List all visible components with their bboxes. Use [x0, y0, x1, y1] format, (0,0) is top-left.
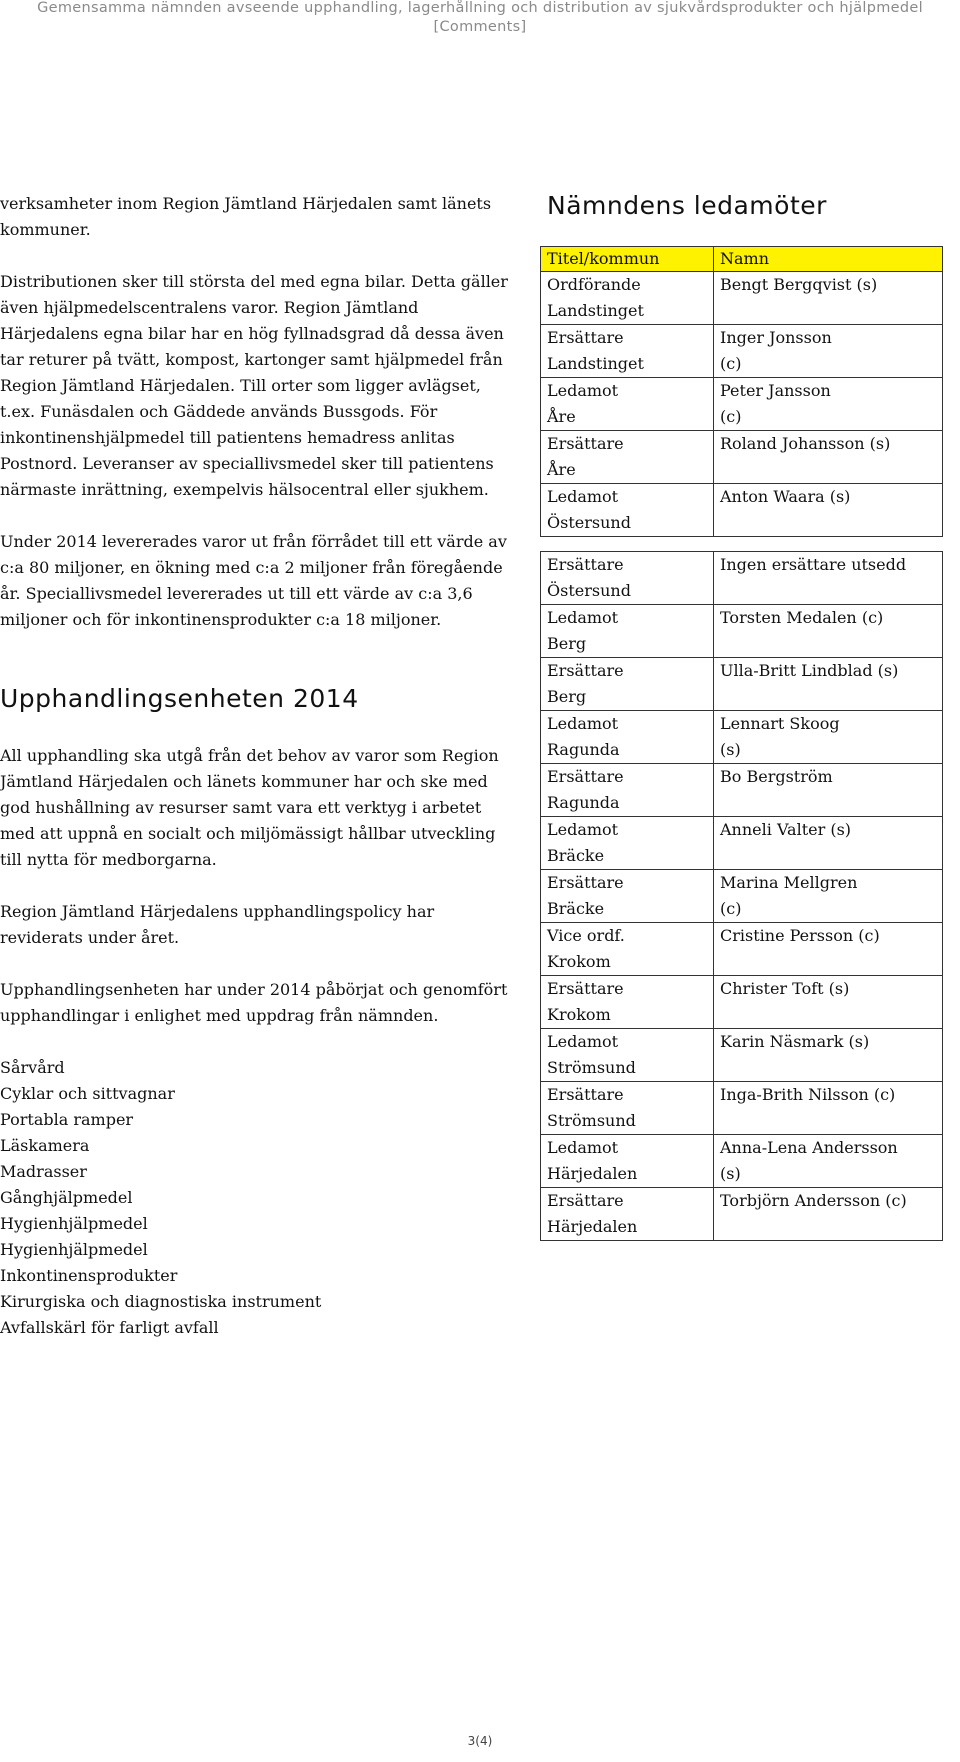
- member-title-cell: [541, 605, 714, 658]
- member-name-cell: [714, 764, 943, 817]
- member-municipality: Berg: [547, 634, 587, 653]
- member-title: Ersättare: [547, 555, 624, 574]
- member-name: Anton Waara (s): [720, 487, 851, 506]
- member-name-cell: [714, 923, 943, 976]
- left-column: [0, 191, 520, 1341]
- paragraph-policy: Region Jämtland Härjedalens upphandlingspolicy har reviderats under året.: [0, 902, 435, 947]
- table-row: [541, 272, 943, 325]
- document-header-comments: [Comments]: [433, 19, 527, 35]
- list-item: Hygienhjälpmedel: [0, 1214, 148, 1233]
- member-title-cell: [541, 817, 714, 870]
- member-name-cell: [714, 325, 943, 378]
- member-municipality: Åre: [547, 407, 576, 426]
- member-title-cell: [541, 764, 714, 817]
- member-name-cell: [714, 1029, 943, 1082]
- member-title-cell: [541, 552, 714, 605]
- table-row: [541, 976, 943, 1029]
- list-item: Gånghjälpmedel: [0, 1188, 133, 1207]
- table-header-row: [541, 247, 943, 272]
- member-municipality: Berg: [547, 687, 587, 706]
- member-party: [720, 457, 936, 483]
- list-item: Läskamera: [0, 1136, 90, 1155]
- member-name: Peter Jansson: [720, 381, 831, 400]
- member-party: [720, 790, 936, 816]
- member-name-cell: [714, 658, 943, 711]
- member-name-cell: [714, 605, 943, 658]
- paragraph-genomfort: Upphandlingsenheten har under 2014 påbörjat och genomfört upphandlingar i enlighet med uppdrag från nämnden.: [0, 980, 508, 1025]
- member-municipality: Härjedalen: [547, 1217, 638, 1236]
- member-municipality: Bräcke: [547, 846, 605, 865]
- list-item: Inkontinensprodukter: [0, 1266, 178, 1285]
- member-municipality: Landstinget: [547, 354, 644, 373]
- member-name: Ingen ersättare utsedd: [720, 555, 907, 574]
- document-header-title: Gemensamma nämnden avseende upphandling, lagerhållning och distribution av sjukvårdsprodukter och hjälpmedel: [37, 0, 923, 16]
- member-title: Ersättare: [547, 979, 624, 998]
- section-heading-upphandlingsenheten: Upphandlingsenheten 2014: [0, 684, 359, 713]
- member-party: [720, 298, 936, 324]
- section-heading-ledamoter: Nämndens ledamöter: [547, 191, 827, 220]
- procurement-list: [0, 1055, 520, 1341]
- member-name-cell: [714, 976, 943, 1029]
- member-title-cell: [541, 484, 714, 537]
- list-item: Cyklar och sittvagnar: [0, 1084, 175, 1103]
- member-title: Ledamot: [547, 608, 619, 627]
- member-title: Ledamot: [547, 381, 619, 400]
- list-item: Avfallskärl för farligt avfall: [0, 1318, 219, 1337]
- member-party: [720, 843, 936, 869]
- member-party: [720, 949, 936, 975]
- list-item: Kirurgiska och diagnostiska instrument: [0, 1292, 322, 1311]
- list-item: Portabla ramper: [0, 1110, 134, 1129]
- member-title-cell: [541, 976, 714, 1029]
- table-row: [541, 1188, 943, 1241]
- column-header-titel: Titel/kommun: [541, 247, 714, 272]
- member-name: Bo Bergström: [720, 767, 833, 786]
- member-party: [720, 1002, 936, 1028]
- paragraph-verksamheter: verksamheter inom Region Jämtland Härjedalen samt länets kommuner.: [0, 194, 492, 239]
- list-item: Sårvård: [0, 1058, 65, 1077]
- table-gap-cell: [541, 537, 943, 552]
- member-municipality: Strömsund: [547, 1111, 636, 1130]
- paragraph-upphandling: All upphandling ska utgå från det behov av varor som Region Jämtland Härjedalen och länets kommuner har och ske med god hushållning av resurser samt vara ett verktyg i arbetet med att uppnå en socialt och miljömässigt hållbar utveckling till nytta för medborgarna.: [0, 746, 499, 869]
- member-name: Karin Näsmark (s): [720, 1032, 870, 1051]
- member-party: [720, 631, 936, 657]
- member-municipality: Ragunda: [547, 793, 620, 812]
- member-name-cell: [714, 378, 943, 431]
- member-name-cell: [714, 484, 943, 537]
- member-name: Torsten Medalen (c): [720, 608, 884, 627]
- member-party: (c): [720, 407, 742, 426]
- members-table: [540, 246, 943, 1241]
- member-name: Bengt Bergqvist (s): [720, 275, 878, 294]
- member-title-cell: [541, 1188, 714, 1241]
- table-row: [541, 552, 943, 605]
- table-row: [541, 711, 943, 764]
- table-row: [541, 1135, 943, 1188]
- member-party: [720, 1055, 936, 1081]
- member-municipality: Landstinget: [547, 301, 644, 320]
- member-title-cell: [541, 378, 714, 431]
- member-title: Ersättare: [547, 661, 624, 680]
- member-title: Ersättare: [547, 434, 624, 453]
- table-row: [541, 658, 943, 711]
- member-party: [720, 684, 936, 710]
- table-row: [541, 605, 943, 658]
- member-name-cell: [714, 431, 943, 484]
- member-name: Anneli Valter (s): [720, 820, 852, 839]
- member-title-cell: [541, 431, 714, 484]
- member-title-cell: [541, 325, 714, 378]
- member-title: Ledamot: [547, 820, 619, 839]
- member-municipality: Ragunda: [547, 740, 620, 759]
- member-name: Roland Johansson (s): [720, 434, 891, 453]
- member-title: Ledamot: [547, 1138, 619, 1157]
- member-name-cell: [714, 817, 943, 870]
- member-name: Torbjörn Andersson (c): [720, 1191, 907, 1210]
- member-title: Ledamot: [547, 1032, 619, 1051]
- list-item: Madrasser: [0, 1162, 87, 1181]
- member-title: Ersättare: [547, 1085, 624, 1104]
- member-title-cell: [541, 870, 714, 923]
- table-row: [541, 870, 943, 923]
- member-name: Marina Mellgren: [720, 873, 858, 892]
- member-title-cell: [541, 711, 714, 764]
- member-party: [720, 578, 936, 604]
- table-row: [541, 378, 943, 431]
- paragraph-leveranser-2014: Under 2014 levererades varor ut från förrådet till ett värde av c:a 80 miljoner, en ökning med c:a 2 miljoner från föregående år. Speciallivsmedel levererades ut till ett värde av c:a 3,6 miljoner och för inkontinensprodukter c:a 18 miljoner.: [0, 532, 507, 629]
- table-row: [541, 817, 943, 870]
- table-row: [541, 1029, 943, 1082]
- member-title: Ordförande: [547, 275, 641, 294]
- member-title: Vice ordf.: [547, 926, 625, 945]
- member-name: Inga-Brith Nilsson (c): [720, 1085, 896, 1104]
- member-title: Ersättare: [547, 873, 624, 892]
- member-municipality: Krokom: [547, 952, 611, 971]
- member-municipality: Krokom: [547, 1005, 611, 1024]
- member-party: (c): [720, 899, 742, 918]
- member-municipality: Östersund: [547, 513, 631, 532]
- list-item: Hygienhjälpmedel: [0, 1240, 148, 1259]
- member-name: Cristine Persson (c): [720, 926, 880, 945]
- member-name-cell: [714, 1135, 943, 1188]
- table-row: [541, 325, 943, 378]
- member-title: Ledamot: [547, 487, 619, 506]
- column-header-namn: Namn: [714, 247, 943, 272]
- member-municipality: Härjedalen: [547, 1164, 638, 1183]
- member-name: Inger Jonsson: [720, 328, 832, 347]
- member-title-cell: [541, 1135, 714, 1188]
- right-column: [540, 188, 945, 1241]
- member-name-cell: [714, 1082, 943, 1135]
- table-row: [541, 431, 943, 484]
- member-municipality: Åre: [547, 460, 576, 479]
- member-municipality: Östersund: [547, 581, 631, 600]
- member-name: Lennart Skoog: [720, 714, 840, 733]
- member-party: [720, 1214, 936, 1240]
- member-name-cell: [714, 552, 943, 605]
- member-title: Ersättare: [547, 1191, 624, 1210]
- member-title-cell: [541, 272, 714, 325]
- table-gap-row: [541, 537, 943, 552]
- member-name: Ulla-Britt Lindblad (s): [720, 661, 899, 680]
- member-title: Ersättare: [547, 328, 624, 347]
- table-row: [541, 764, 943, 817]
- table-row: [541, 484, 943, 537]
- member-party: [720, 510, 936, 536]
- member-municipality: Strömsund: [547, 1058, 636, 1077]
- member-title-cell: [541, 658, 714, 711]
- member-title-cell: [541, 1082, 714, 1135]
- page-number: 3(4): [467, 1734, 493, 1748]
- member-name-cell: [714, 272, 943, 325]
- member-municipality: Bräcke: [547, 899, 605, 918]
- table-row: [541, 1082, 943, 1135]
- member-name: Anna-Lena Andersson: [720, 1138, 898, 1157]
- member-name-cell: [714, 870, 943, 923]
- table-row: [541, 923, 943, 976]
- member-title: Ledamot: [547, 714, 619, 733]
- member-party: [720, 1108, 936, 1134]
- member-name: Christer Toft (s): [720, 979, 850, 998]
- member-party: (c): [720, 354, 742, 373]
- member-party: (s): [720, 740, 741, 759]
- member-title-cell: [541, 1029, 714, 1082]
- member-party: (s): [720, 1164, 741, 1183]
- member-name-cell: [714, 1188, 943, 1241]
- member-title-cell: [541, 923, 714, 976]
- paragraph-distribution: Distributionen sker till största del med egna bilar. Detta gäller även hjälpmedelscentralens varor. Region Jämtland Härjedalens egna bilar har en hög fyllnadsgrad då dessa även tar returer på tvätt, kompost, kartonger samt hjälpmedel från Region Jämtland Härjedalen. Till orter som ligger avlägset, t.ex. Funäsdalen och Gäddede används Bussgods. För inkontinenshjälpmedel till patientens hemadress anlitas Postnord. Leveranser av speciallivsmedel sker till patientens närmaste inrättning, exempelvis hälsocentral eller sjukhem.: [0, 272, 508, 499]
- member-title: Ersättare: [547, 767, 624, 786]
- member-name-cell: [714, 711, 943, 764]
